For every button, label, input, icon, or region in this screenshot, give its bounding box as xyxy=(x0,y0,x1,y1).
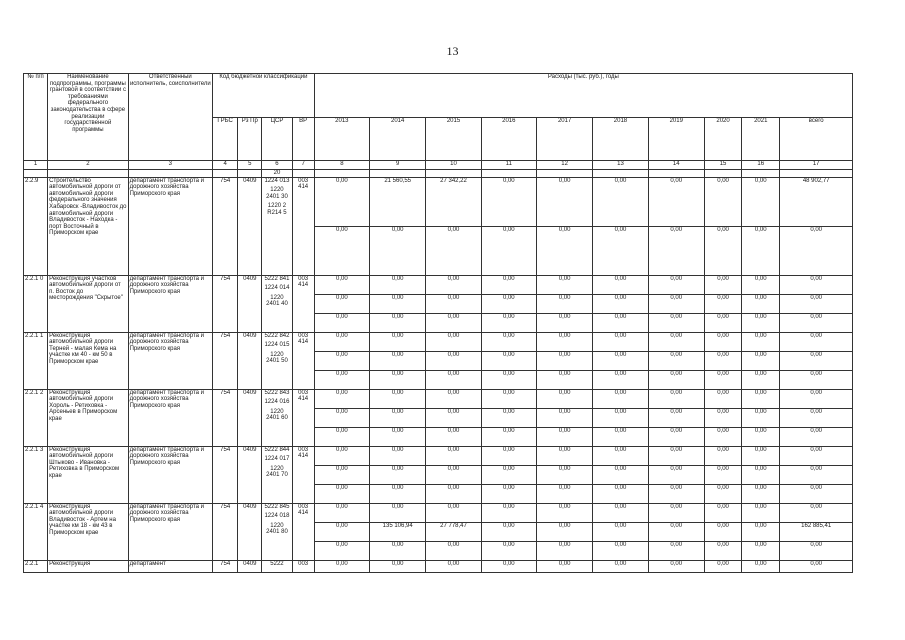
value-cell: 0,00 xyxy=(593,408,648,427)
value-cell: 0,00 xyxy=(648,275,704,294)
row-responsible: департамент xyxy=(128,560,212,572)
value-cell: 27 778,47 xyxy=(426,522,481,541)
value-cell: 0,00 xyxy=(780,541,853,560)
value-cell: 0,00 xyxy=(648,427,704,446)
table-row xyxy=(24,446,853,465)
value-cell: 0,00 xyxy=(370,503,426,522)
value-cell: 0,00 xyxy=(536,522,592,541)
value-cell: 0,00 xyxy=(314,177,369,226)
value-cell: 0,00 xyxy=(314,541,369,560)
value-cell: 0,00 xyxy=(704,503,741,522)
table-row xyxy=(24,177,853,226)
table-row xyxy=(24,560,853,572)
csr-code: 1220 2401 80 xyxy=(266,522,288,536)
value-cell: 0,00 xyxy=(704,522,741,541)
value-cell: 0,00 xyxy=(536,313,592,332)
column-number: 16 xyxy=(742,161,780,170)
value-cell: 0,00 xyxy=(481,313,536,332)
csr-code: 1220 2401 60 xyxy=(266,408,288,422)
column-number: 8 xyxy=(314,161,369,170)
value-cell: 0,00 xyxy=(536,446,592,465)
value-cell: 0,00 xyxy=(780,560,853,572)
value-cell: 0,00 xyxy=(481,560,536,572)
value-cell: 0,00 xyxy=(481,177,536,226)
column-number: 5 xyxy=(238,161,262,170)
csr-code: 5222 842 xyxy=(264,332,290,339)
header-responsible: Ответственный исполнитель, соисполнители xyxy=(128,74,212,161)
value-cell: 0,00 xyxy=(426,370,481,389)
value-cell: 0,00 xyxy=(426,313,481,332)
value-cell: 48 902,77 xyxy=(780,177,853,226)
value-cell: 0,00 xyxy=(370,313,426,332)
value-cell: 0,00 xyxy=(536,294,592,313)
value-cell: 0,00 xyxy=(481,446,536,465)
value-cell: 0,00 xyxy=(426,427,481,446)
value-cell: 0,00 xyxy=(314,446,369,465)
csr-code: 1220 2401 70 xyxy=(266,465,288,479)
budget-table xyxy=(23,73,853,573)
value-cell: 0,00 xyxy=(742,446,780,465)
value-cell: 0,00 xyxy=(648,560,704,572)
header-year-8: 2021 xyxy=(742,117,780,161)
header-year-9: всего xyxy=(780,117,853,161)
value-cell: 0,00 xyxy=(593,275,648,294)
column-number: 4 xyxy=(213,161,238,170)
value-cell: 0,00 xyxy=(780,408,853,427)
value-cell: 0,00 xyxy=(780,313,853,332)
value-cell: 0,00 xyxy=(742,313,780,332)
value-cell: 0,00 xyxy=(536,541,592,560)
value-cell: 0,00 xyxy=(370,294,426,313)
value-cell: 0,00 xyxy=(481,370,536,389)
value-cell: 0,00 xyxy=(426,332,481,351)
column-number: 11 xyxy=(481,161,536,170)
value-cell: 0,00 xyxy=(742,503,780,522)
value-cell: 0,00 xyxy=(426,465,481,484)
header-year-3: 2016 xyxy=(481,117,536,161)
value-cell: 0,00 xyxy=(314,226,369,275)
value-cell: 0,00 xyxy=(593,560,648,572)
value-cell: 0,00 xyxy=(481,275,536,294)
value-cell: 0,00 xyxy=(314,408,369,427)
row-vr: 003 414 xyxy=(292,389,314,446)
value-cell: 0,00 xyxy=(314,313,369,332)
row-responsible: департамент транспорта и дорожного хозяйства Приморского края xyxy=(128,332,212,389)
row-number: 2.2.9 xyxy=(24,177,48,275)
value-cell: 0,00 xyxy=(426,275,481,294)
row-name: Реконструкция автомобильной дороги Хороль - Ретиховка - Арсеньев в Приморском крае xyxy=(48,389,128,446)
column-number: 14 xyxy=(648,161,704,170)
value-cell: 0,00 xyxy=(704,446,741,465)
value-cell: 0,00 xyxy=(314,370,369,389)
csr-code: 1224 013 xyxy=(264,177,290,184)
csr-code: 5222 843 xyxy=(264,389,290,396)
value-cell: 0,00 xyxy=(426,503,481,522)
value-cell: 0,00 xyxy=(704,294,741,313)
row-vr: 003 414 xyxy=(292,177,314,275)
row-number: 2.2.1 0 xyxy=(24,275,48,332)
row-vr: 003 414 xyxy=(292,275,314,332)
value-cell: 135 106,94 xyxy=(370,522,426,541)
value-cell: 0,00 xyxy=(481,332,536,351)
value-cell: 0,00 xyxy=(593,351,648,370)
value-cell: 0,00 xyxy=(742,332,780,351)
page-number: 13 xyxy=(446,44,459,58)
value-cell: 0,00 xyxy=(593,446,648,465)
row-csr xyxy=(262,177,292,275)
value-cell: 0,00 xyxy=(536,177,592,226)
value-cell: 0,00 xyxy=(648,351,704,370)
row-grbs: 754 xyxy=(213,177,238,275)
row-number: 2.2.1 1 xyxy=(24,332,48,389)
column-number-row xyxy=(24,161,853,170)
row-csr xyxy=(262,446,292,503)
value-cell: 0,00 xyxy=(536,389,592,408)
header-rzpr: Рз Пр xyxy=(238,117,262,161)
csr-code: 1220 2401 40 xyxy=(266,294,288,308)
column-number: 1 xyxy=(24,161,48,170)
value-cell: 0,00 xyxy=(780,503,853,522)
value-cell: 0,00 xyxy=(593,389,648,408)
value-cell: 0,00 xyxy=(536,370,592,389)
value-cell: 0,00 xyxy=(481,226,536,275)
value-cell: 0,00 xyxy=(648,313,704,332)
value-cell: 0,00 xyxy=(593,332,648,351)
value-cell: 0,00 xyxy=(648,484,704,503)
value-cell: 0,00 xyxy=(648,226,704,275)
row-grbs: 754 xyxy=(213,389,238,446)
csr-code: 1224 017 xyxy=(264,456,290,463)
value-cell: 0,00 xyxy=(742,484,780,503)
value-cell: 0,00 xyxy=(704,177,741,226)
value-cell: 0,00 xyxy=(481,389,536,408)
value-cell: 0,00 xyxy=(370,427,426,446)
value-cell: 0,00 xyxy=(704,465,741,484)
table-row xyxy=(24,275,853,294)
csr-code: 1220 2401 30 xyxy=(266,187,288,200)
value-cell: 0,00 xyxy=(426,408,481,427)
value-cell: 0,00 xyxy=(370,446,426,465)
row-number: 2.2.1 xyxy=(24,560,48,572)
table-row xyxy=(24,332,853,351)
value-cell: 0,00 xyxy=(370,541,426,560)
value-cell: 0,00 xyxy=(742,275,780,294)
table-row xyxy=(24,503,853,522)
value-cell: 0,00 xyxy=(536,484,592,503)
value-cell: 0,00 xyxy=(742,465,780,484)
row-vr: 003 414 xyxy=(292,332,314,389)
value-cell: 0,00 xyxy=(704,370,741,389)
value-cell: 0,00 xyxy=(704,408,741,427)
row-name: Реконструкция xyxy=(48,560,128,572)
value-cell: 27 342,22 xyxy=(426,177,481,226)
value-cell: 0,00 xyxy=(780,294,853,313)
value-cell: 0,00 xyxy=(426,351,481,370)
value-cell: 0,00 xyxy=(481,522,536,541)
header-year-6: 2019 xyxy=(648,117,704,161)
value-cell: 0,00 xyxy=(370,465,426,484)
value-cell: 0,00 xyxy=(481,351,536,370)
value-cell: 0,00 xyxy=(648,446,704,465)
value-cell: 0,00 xyxy=(426,541,481,560)
value-cell: 0,00 xyxy=(648,294,704,313)
csr-code: 1224 015 xyxy=(264,342,290,349)
csr-continuation-row xyxy=(24,170,853,178)
csr-code: 1224 016 xyxy=(264,399,290,406)
value-cell: 0,00 xyxy=(536,465,592,484)
row-name: Реконструкция участков автомобильной дороги от п. Восток до месторождения "Скрытое" xyxy=(48,275,128,332)
row-rzpr: 0409 xyxy=(238,503,262,560)
value-cell: 0,00 xyxy=(370,408,426,427)
row-rzpr: 0409 xyxy=(238,275,262,332)
table-row xyxy=(24,389,853,408)
csr-code: 5222 841 xyxy=(264,275,290,282)
value-cell: 0,00 xyxy=(648,177,704,226)
value-cell: 0,00 xyxy=(780,465,853,484)
row-name: Реконструкция автомобильной дороги Штыково - Ивановка - Ретиховка в Приморском крае xyxy=(48,446,128,503)
row-vr: 003 xyxy=(292,560,314,572)
value-cell: 0,00 xyxy=(481,294,536,313)
value-cell: 0,00 xyxy=(536,351,592,370)
value-cell: 0,00 xyxy=(593,226,648,275)
row-responsible: департамент транспорта и дорожного хозяйства Приморского края xyxy=(128,389,212,446)
row-vr: 003 414 xyxy=(292,446,314,503)
value-cell: 0,00 xyxy=(593,370,648,389)
value-cell: 0,00 xyxy=(314,332,369,351)
value-cell: 0,00 xyxy=(648,541,704,560)
row-number: 2.2.1 4 xyxy=(24,503,48,560)
value-cell: 0,00 xyxy=(314,503,369,522)
value-cell: 0,00 xyxy=(704,541,741,560)
row-vr: 003 414 xyxy=(292,503,314,560)
value-cell: 0,00 xyxy=(648,389,704,408)
csr-code: 5222 845 xyxy=(264,503,290,510)
header-num: № п/п xyxy=(24,74,48,161)
row-name: Реконструкция автомобильной дороги Терней - малая Кема на участке км 40 - км 50 в Приморском крае xyxy=(48,332,128,389)
value-cell: 0,00 xyxy=(704,351,741,370)
value-cell: 0,00 xyxy=(704,389,741,408)
value-cell: 0,00 xyxy=(481,484,536,503)
value-cell: 0,00 xyxy=(536,427,592,446)
value-cell: 21 560,55 xyxy=(370,177,426,226)
value-cell: 0,00 xyxy=(742,427,780,446)
value-cell: 162 885,41 xyxy=(780,522,853,541)
column-number: 6 xyxy=(262,161,292,170)
value-cell: 0,00 xyxy=(314,294,369,313)
column-number: 12 xyxy=(536,161,592,170)
value-cell: 0,00 xyxy=(536,560,592,572)
value-cell: 0,00 xyxy=(704,427,741,446)
value-cell: 0,00 xyxy=(370,226,426,275)
value-cell: 0,00 xyxy=(593,313,648,332)
value-cell: 0,00 xyxy=(593,465,648,484)
value-cell: 0,00 xyxy=(314,522,369,541)
column-number: 15 xyxy=(704,161,741,170)
value-cell: 0,00 xyxy=(648,408,704,427)
value-cell: 0,00 xyxy=(536,226,592,275)
value-cell: 0,00 xyxy=(426,294,481,313)
value-cell: 0,00 xyxy=(536,275,592,294)
value-cell: 0,00 xyxy=(314,484,369,503)
column-number: 17 xyxy=(780,161,853,170)
value-cell: 0,00 xyxy=(370,370,426,389)
value-cell: 0,00 xyxy=(593,484,648,503)
header-year-4: 2017 xyxy=(536,117,592,161)
column-number: 7 xyxy=(292,161,314,170)
row-number: 2.2.1 3 xyxy=(24,446,48,503)
row-grbs: 754 xyxy=(213,560,238,572)
value-cell: 0,00 xyxy=(648,332,704,351)
value-cell: 0,00 xyxy=(593,177,648,226)
row-grbs: 754 xyxy=(213,446,238,503)
value-cell: 0,00 xyxy=(370,389,426,408)
value-cell: 0,00 xyxy=(481,541,536,560)
value-cell: 0,00 xyxy=(742,560,780,572)
header-grbs: ГРБС xyxy=(213,117,238,161)
value-cell: 0,00 xyxy=(593,294,648,313)
row-rzpr: 0409 xyxy=(238,177,262,275)
csr-code: 5222 844 xyxy=(264,446,290,453)
value-cell: 0,00 xyxy=(704,332,741,351)
value-cell: 0,00 xyxy=(370,275,426,294)
row-csr xyxy=(262,560,292,572)
value-cell: 0,00 xyxy=(593,522,648,541)
header-year-5: 2018 xyxy=(593,117,648,161)
header-year-0: 2013 xyxy=(314,117,369,161)
value-cell: 0,00 xyxy=(704,313,741,332)
row-rzpr: 0409 xyxy=(238,560,262,572)
value-cell: 0,00 xyxy=(742,522,780,541)
value-cell: 0,00 xyxy=(536,408,592,427)
value-cell: 0,00 xyxy=(481,465,536,484)
value-cell: 0,00 xyxy=(426,389,481,408)
csr-code: 1220 2 R214 5 xyxy=(267,203,287,216)
header-year-2: 2015 xyxy=(426,117,481,161)
column-number: 3 xyxy=(128,161,212,170)
header-name: Наименование подпрограммы, программы грантовой в соответствии с требованиями федерального законодательства в сфере реализации государственной программы xyxy=(48,74,128,161)
value-cell: 0,00 xyxy=(704,275,741,294)
value-cell: 0,00 xyxy=(314,427,369,446)
value-cell: 0,00 xyxy=(426,226,481,275)
value-cell: 0,00 xyxy=(426,484,481,503)
value-cell: 0,00 xyxy=(742,541,780,560)
row-responsible: департамент транспорта и дорожного хозяйства Приморского края xyxy=(128,177,212,275)
csr-code: 1220 2401 50 xyxy=(266,351,288,365)
row-name: Строительство автомобильной дороги от автомобильной дороги федерального значения Хабаровск -Владивосток до автомобильной дороги Владивосток - Находка - порт Восточный в Приморском крае xyxy=(48,177,128,275)
row-grbs: 754 xyxy=(213,332,238,389)
value-cell: 0,00 xyxy=(593,541,648,560)
csr-code: 5222 xyxy=(270,560,284,567)
row-csr xyxy=(262,332,292,389)
value-cell: 0,00 xyxy=(370,351,426,370)
value-cell: 0,00 xyxy=(704,560,741,572)
value-cell: 0,00 xyxy=(314,465,369,484)
column-number: 13 xyxy=(593,161,648,170)
row-name: Реконструкция автомобильной дороги Владивосток - Артем на участке км 18 - км 43 в Приморском крае xyxy=(48,503,128,560)
value-cell: 0,00 xyxy=(648,522,704,541)
column-number: 2 xyxy=(48,161,128,170)
row-csr xyxy=(262,389,292,446)
value-cell: 0,00 xyxy=(742,351,780,370)
value-cell: 0,00 xyxy=(314,351,369,370)
value-cell: 0,00 xyxy=(481,427,536,446)
value-cell: 0,00 xyxy=(314,275,369,294)
row-grbs: 754 xyxy=(213,503,238,560)
row-rzpr: 0409 xyxy=(238,446,262,503)
value-cell: 0,00 xyxy=(314,389,369,408)
value-cell: 0,00 xyxy=(780,226,853,275)
value-cell: 0,00 xyxy=(742,408,780,427)
value-cell: 0,00 xyxy=(426,560,481,572)
value-cell: 0,00 xyxy=(780,427,853,446)
column-number: 10 xyxy=(426,161,481,170)
csr-code: 1224 018 xyxy=(264,513,290,520)
value-cell: 0,00 xyxy=(742,370,780,389)
value-cell: 0,00 xyxy=(481,408,536,427)
value-cell: 0,00 xyxy=(742,294,780,313)
value-cell: 0,00 xyxy=(704,484,741,503)
row-csr xyxy=(262,275,292,332)
row-grbs: 754 xyxy=(213,275,238,332)
column-number: 9 xyxy=(370,161,426,170)
header-row-top xyxy=(24,74,853,118)
header-year-1: 2014 xyxy=(370,117,426,161)
value-cell: 0,00 xyxy=(780,446,853,465)
row-number: 2.2.1 2 xyxy=(24,389,48,446)
header-vr: ВР xyxy=(292,117,314,161)
value-cell: 0,00 xyxy=(742,177,780,226)
value-cell: 0,00 xyxy=(648,465,704,484)
value-cell: 0,00 xyxy=(370,560,426,572)
value-cell: 0,00 xyxy=(780,389,853,408)
value-cell: 0,00 xyxy=(536,332,592,351)
value-cell: 0,00 xyxy=(780,275,853,294)
value-cell: 0,00 xyxy=(481,503,536,522)
value-cell: 0,00 xyxy=(742,389,780,408)
header-year-7: 2020 xyxy=(704,117,741,161)
row-rzpr: 0409 xyxy=(238,389,262,446)
value-cell: 0,00 xyxy=(536,503,592,522)
value-cell: 0,00 xyxy=(648,503,704,522)
value-cell: 0,00 xyxy=(780,332,853,351)
row-responsible: департамент транспорта и дорожного хозяйства Приморского края xyxy=(128,503,212,560)
row-csr xyxy=(262,503,292,560)
value-cell: 0,00 xyxy=(426,446,481,465)
csr-code: 1224 014 xyxy=(264,285,290,292)
header-expenses: Расходы (тыс. руб.), годы xyxy=(314,74,852,118)
value-cell: 0,00 xyxy=(780,370,853,389)
value-cell: 0,00 xyxy=(314,560,369,572)
value-cell: 0,00 xyxy=(370,484,426,503)
header-csr: ЦСР xyxy=(262,117,292,161)
csr-continuation: 20 xyxy=(262,170,292,178)
value-cell: 0,00 xyxy=(648,370,704,389)
value-cell: 0,00 xyxy=(742,226,780,275)
value-cell: 0,00 xyxy=(780,484,853,503)
value-cell: 0,00 xyxy=(593,427,648,446)
row-responsible: департамент транспорта и дорожного хозяйства Приморского края xyxy=(128,446,212,503)
value-cell: 0,00 xyxy=(780,351,853,370)
row-responsible: департамент транспорта и дорожного хозяйства Приморского края xyxy=(128,275,212,332)
row-rzpr: 0409 xyxy=(238,332,262,389)
value-cell: 0,00 xyxy=(593,503,648,522)
value-cell: 0,00 xyxy=(704,226,741,275)
header-budget-classification: Код бюджетной классификации xyxy=(213,74,315,118)
value-cell: 0,00 xyxy=(370,332,426,351)
